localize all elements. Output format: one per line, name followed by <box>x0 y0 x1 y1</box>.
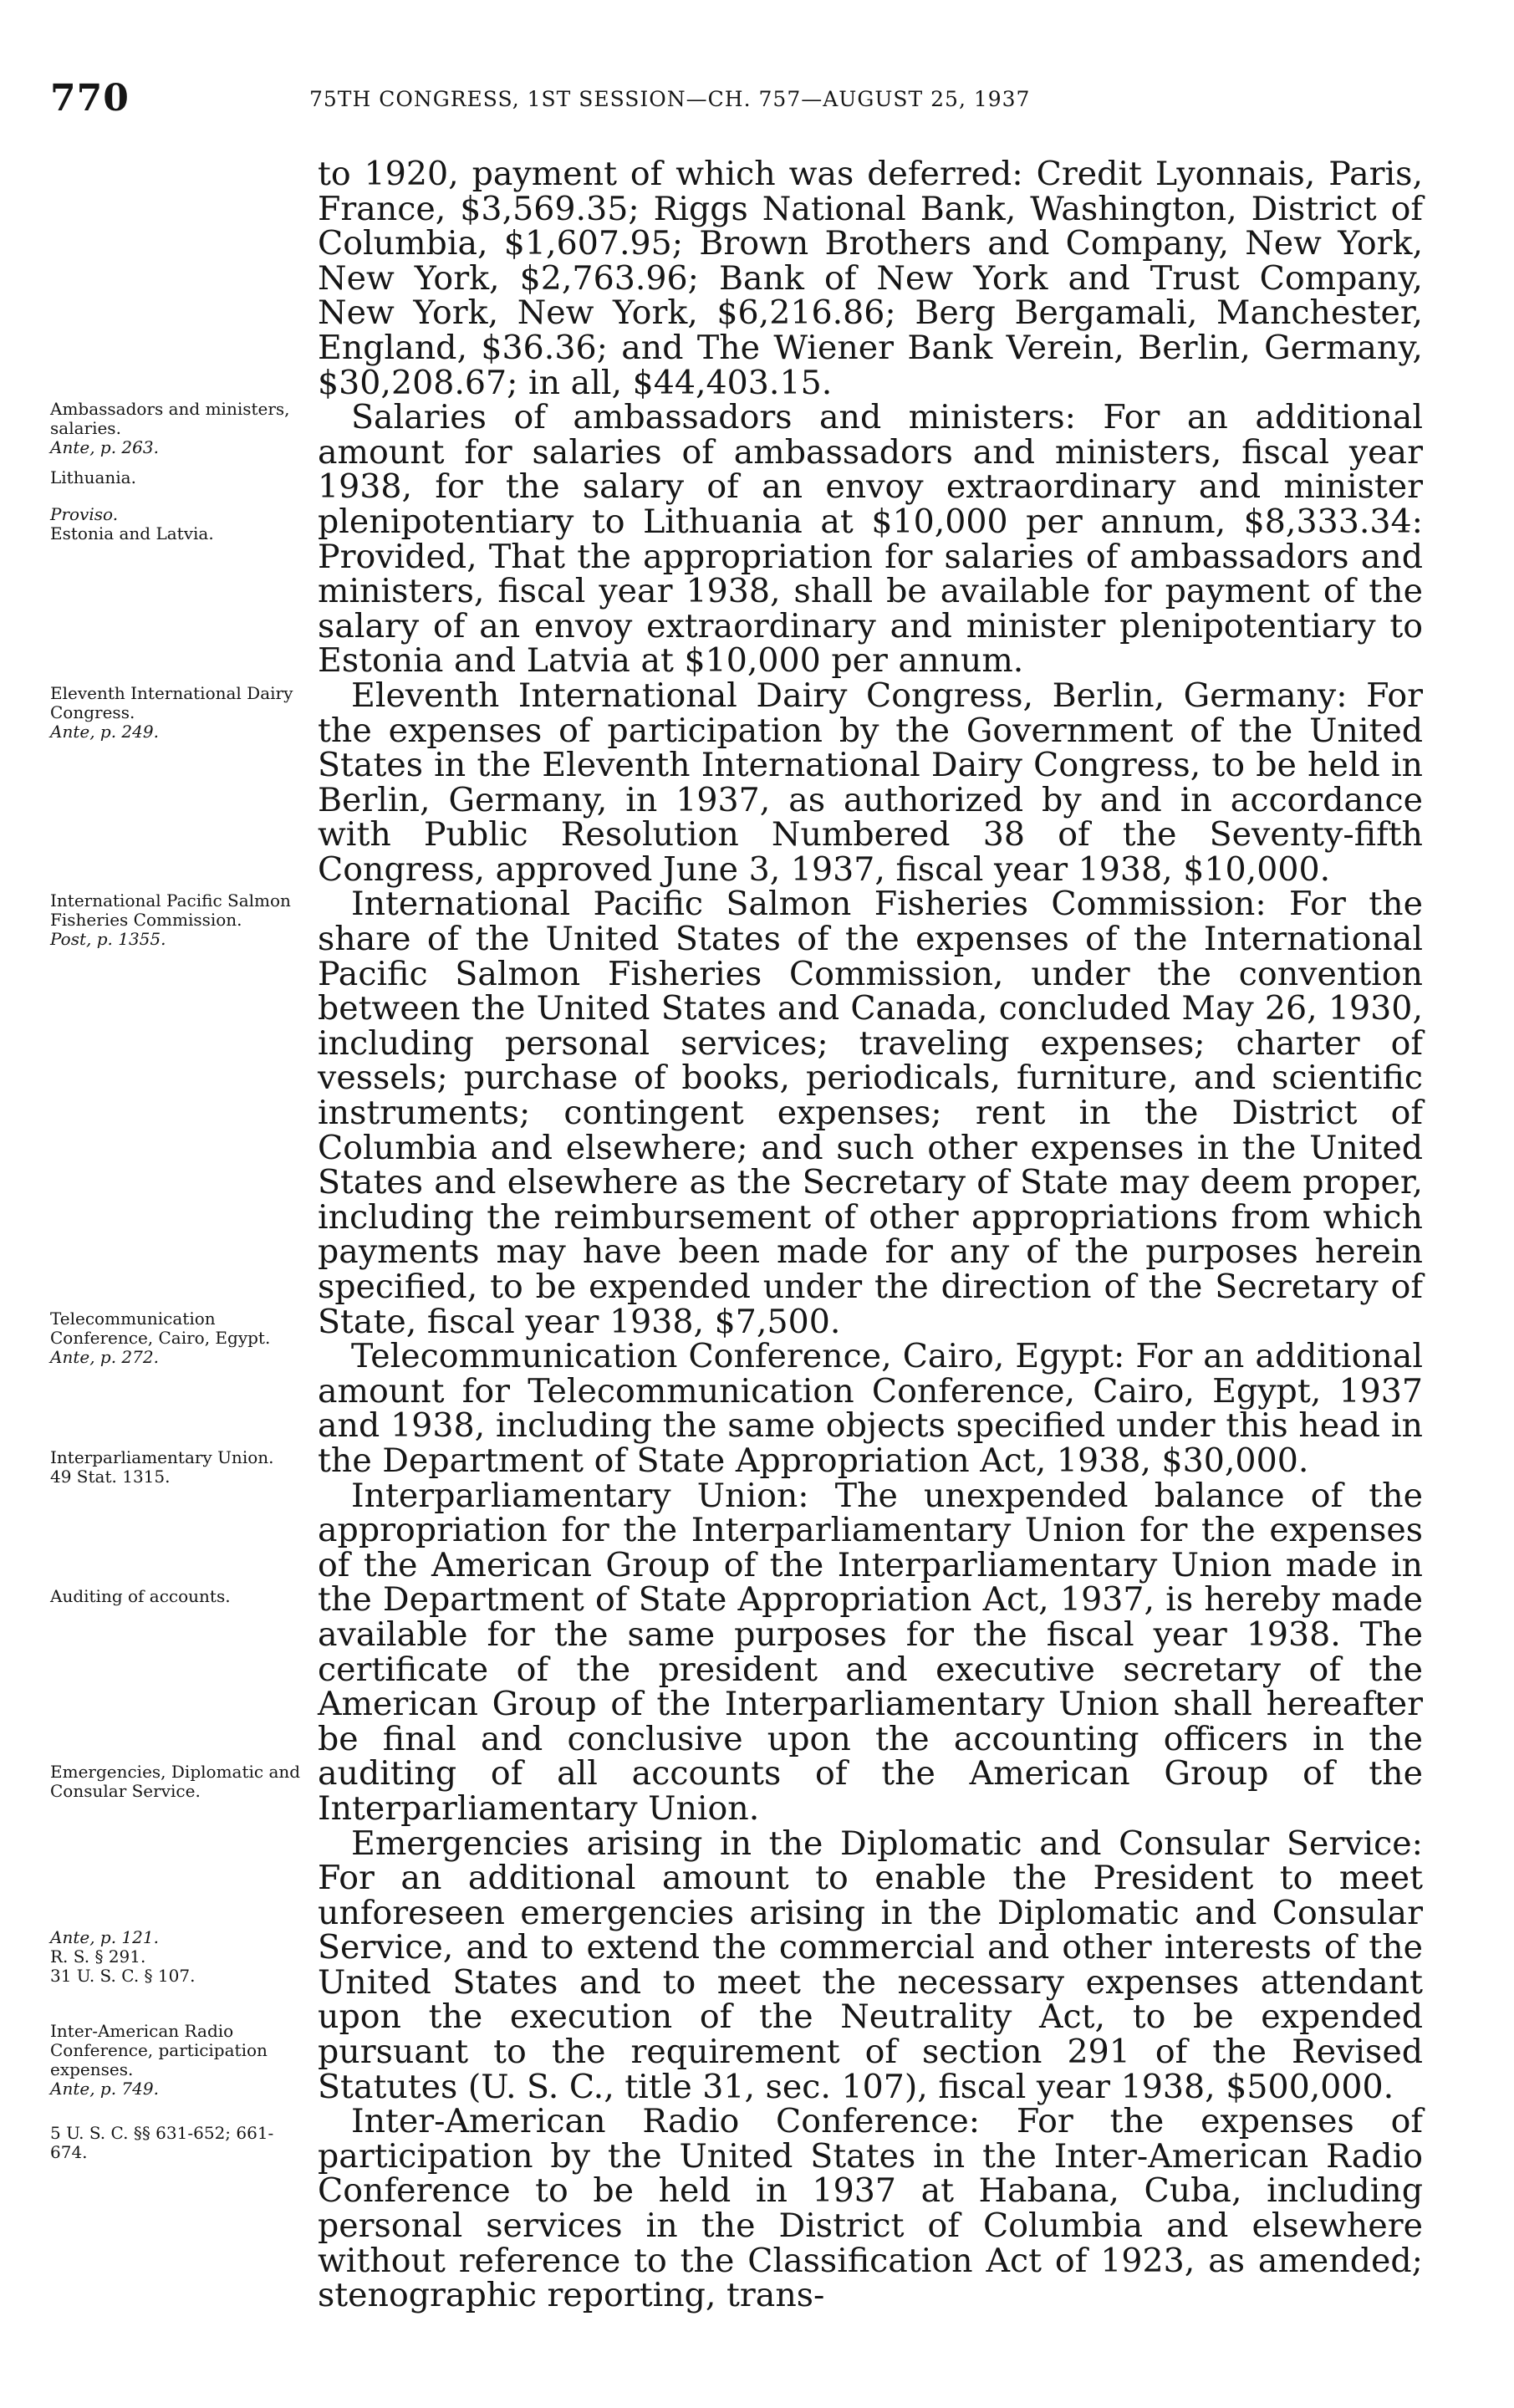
margin-note-title: Inter-American Radio Conference, participation expenses. <box>50 2021 268 2079</box>
margin-note-salmon <box>50 891 309 949</box>
margin-note-title: Lithuania. <box>50 467 136 487</box>
margin-note-line: R. S. § 291. <box>50 1946 146 1967</box>
margin-note-title: Auditing of accounts. <box>50 1586 231 1606</box>
paragraph-telecommunication: Telecommunication Conference, Cairo, Egypt: For an additional amount for Telecommunication Conference, Cairo, Egypt, 1937 and 1938, including the same objects specified under this head in the Department of State Appropriation Act, 1938, $30,000. <box>318 1337 1423 1480</box>
margin-note-title: Telecommunication Conference, Cairo, Egypt. <box>50 1309 271 1348</box>
body-text <box>318 157 1423 2314</box>
paragraph-radio-conference: Inter-American Radio Conference: For the expenses of participation by the United States in the Inter-American Radio Conference to be held in 1937 at Habana, Cuba, including personal services in the District of Columbia and elsewhere without reference to the Classification Act of 1923, as amended; stenographic reporting, trans- <box>318 2102 1423 2315</box>
margin-note-telecom <box>50 1309 309 1367</box>
paragraph-dairy-congress: Eleventh International Dairy Congress, Berlin, Germany: For the expenses of participation by the Government of the United States in the Eleventh International Dairy Congress, to be held in Berlin, Germany, in 1937, as authorized by and in accordance with Public Resolution Numbered 38 of the Seventy-fifth Congress, approved June 3, 1937, fiscal year 1938, $10,000. <box>318 676 1423 889</box>
margin-note-title: Estonia and Latvia. <box>50 523 214 543</box>
margin-note-title: Emergencies, Diplomatic and Consular Service. <box>50 1762 301 1801</box>
paragraph-deferred-claims: to 1920, payment of which was deferred: Credit Lyonnais, Paris, France, $3,569.35; Riggs National Bank, Washington, District of Columbia, $1,607.95; Brown Brothers and Company, New York, New York, $2,763.96; Bank of New York and Trust Company, New York, New York, $6,216.86; Berg Bergamali, Manchester, England, $36.36; and The Wiener Bank Verein, Berlin, Germany, $30,208.67; in all, $44,403.15. <box>318 155 1423 402</box>
margin-note-ref: Proviso. <box>50 504 119 524</box>
margin-note-interparliamentary <box>50 1448 309 1487</box>
margin-note-radio <box>50 2022 309 2099</box>
margin-note-line: Ante, p. 121. <box>50 1927 159 1947</box>
running-head: 75TH CONGRESS, 1ST SESSION—CH. 757—AUGUST 25, 1937 <box>309 87 1031 111</box>
margin-note-ref: Post, p. 1355. <box>50 929 166 949</box>
paragraph-interparliamentary: Interparliamentary Union: The unexpended balance of the appropriation for the Interparliamentary Union for the expenses of the American Group of the Interparliamentary Union made in the Department of State Appropriation Act, 1937, is hereby made available for the same purposes for the fiscal year 1938. The certificate of the president and executive secretary of the American Group of the Interparliamentary Union shall hereafter be final and conclusive upon the accounting officers in the auditing of all accounts of the American Group of the Interparliamentary Union. <box>318 1476 1423 1828</box>
page-number: 770 <box>50 77 130 120</box>
margin-note-ref: 49 Stat. 1315. <box>50 1467 171 1487</box>
margin-note-usc <box>50 2124 309 2162</box>
margin-note-ref: Ante, p. 263. <box>50 437 159 457</box>
paragraph-salmon-commission: International Pacific Salmon Fisheries Commission: For the share of the United States of the expenses of the International Pacific Salmon Fisheries Commission, under the convention between the United States and Canada, concluded May 26, 1930, including personal services; traveling expenses; charter of vessels; purchase of books, periodicals, furniture, and scientific instruments; contingent expenses; rent in the District of Columbia and elsewhere; and such other expenses in the United States and elsewhere as the Secretary of State may deem proper, including the reimbursement of other appropriations from which payments may have been made for any of the purposes herein specified, to be expended under the direction of the Secretary of State, fiscal year 1938, $7,500. <box>318 885 1423 1341</box>
margin-note-ref: Ante, p. 249. <box>50 722 159 742</box>
margin-note-title: Eleventh International Dairy Congress. <box>50 683 293 722</box>
paragraph-salaries-ambassadors: Salaries of ambassadors and ministers: For an additional amount for salaries of ambassadors and ministers, fiscal year 1938, for the salary of an envoy extraordinary and minister plenipotentiary to Lithuania at $10,000 per annum, $8,333.34: Provided, That the appropriation for salaries of ambassadors and ministers, fiscal year 1938, shall be available for payment of the salary of an envoy extraordinary and minister plenipotentiary to Estonia and Latvia at $10,000 per annum. <box>318 398 1423 681</box>
margin-note-lithuania <box>50 468 309 487</box>
margin-note-ref: Ante, p. 749. <box>50 2079 159 2099</box>
margin-note-ref: Ante, p. 272. <box>50 1347 159 1367</box>
margin-note-statutes <box>50 1928 309 1986</box>
margin-note-emergencies <box>50 1763 309 1801</box>
page-header <box>0 77 1514 127</box>
margin-note-ambassadors <box>50 400 309 457</box>
margin-note-dairy <box>50 684 309 742</box>
paragraph-emergencies: Emergencies arising in the Diplomatic and Consular Service: For an additional amount to enable the President to meet unforeseen emergencies arising in the Diplomatic and Consular Service, and to extend the commercial and other interests of the United States and to meet the necessary expenses attendant upon the execution of the Neutrality Act, to be expended pursuant to the requirement of section 291 of the Revised Statutes (U. S. C., title 31, sec. 107), fiscal year 1938, $500,000. <box>318 1824 1423 2106</box>
margin-note-line: 31 U. S. C. § 107. <box>50 1966 196 1986</box>
margin-note-auditing <box>50 1587 309 1606</box>
margin-note-proviso <box>50 505 309 543</box>
margin-note-title: International Pacific Salmon Fisheries Commission. <box>50 890 291 930</box>
margin-note-title: Ambassadors and ministers, salaries. <box>50 399 290 438</box>
margin-note-title: Interparliamentary Union. <box>50 1447 274 1467</box>
margin-note-title: 5 U. S. C. §§ 631-652; 661-674. <box>50 2123 274 2162</box>
